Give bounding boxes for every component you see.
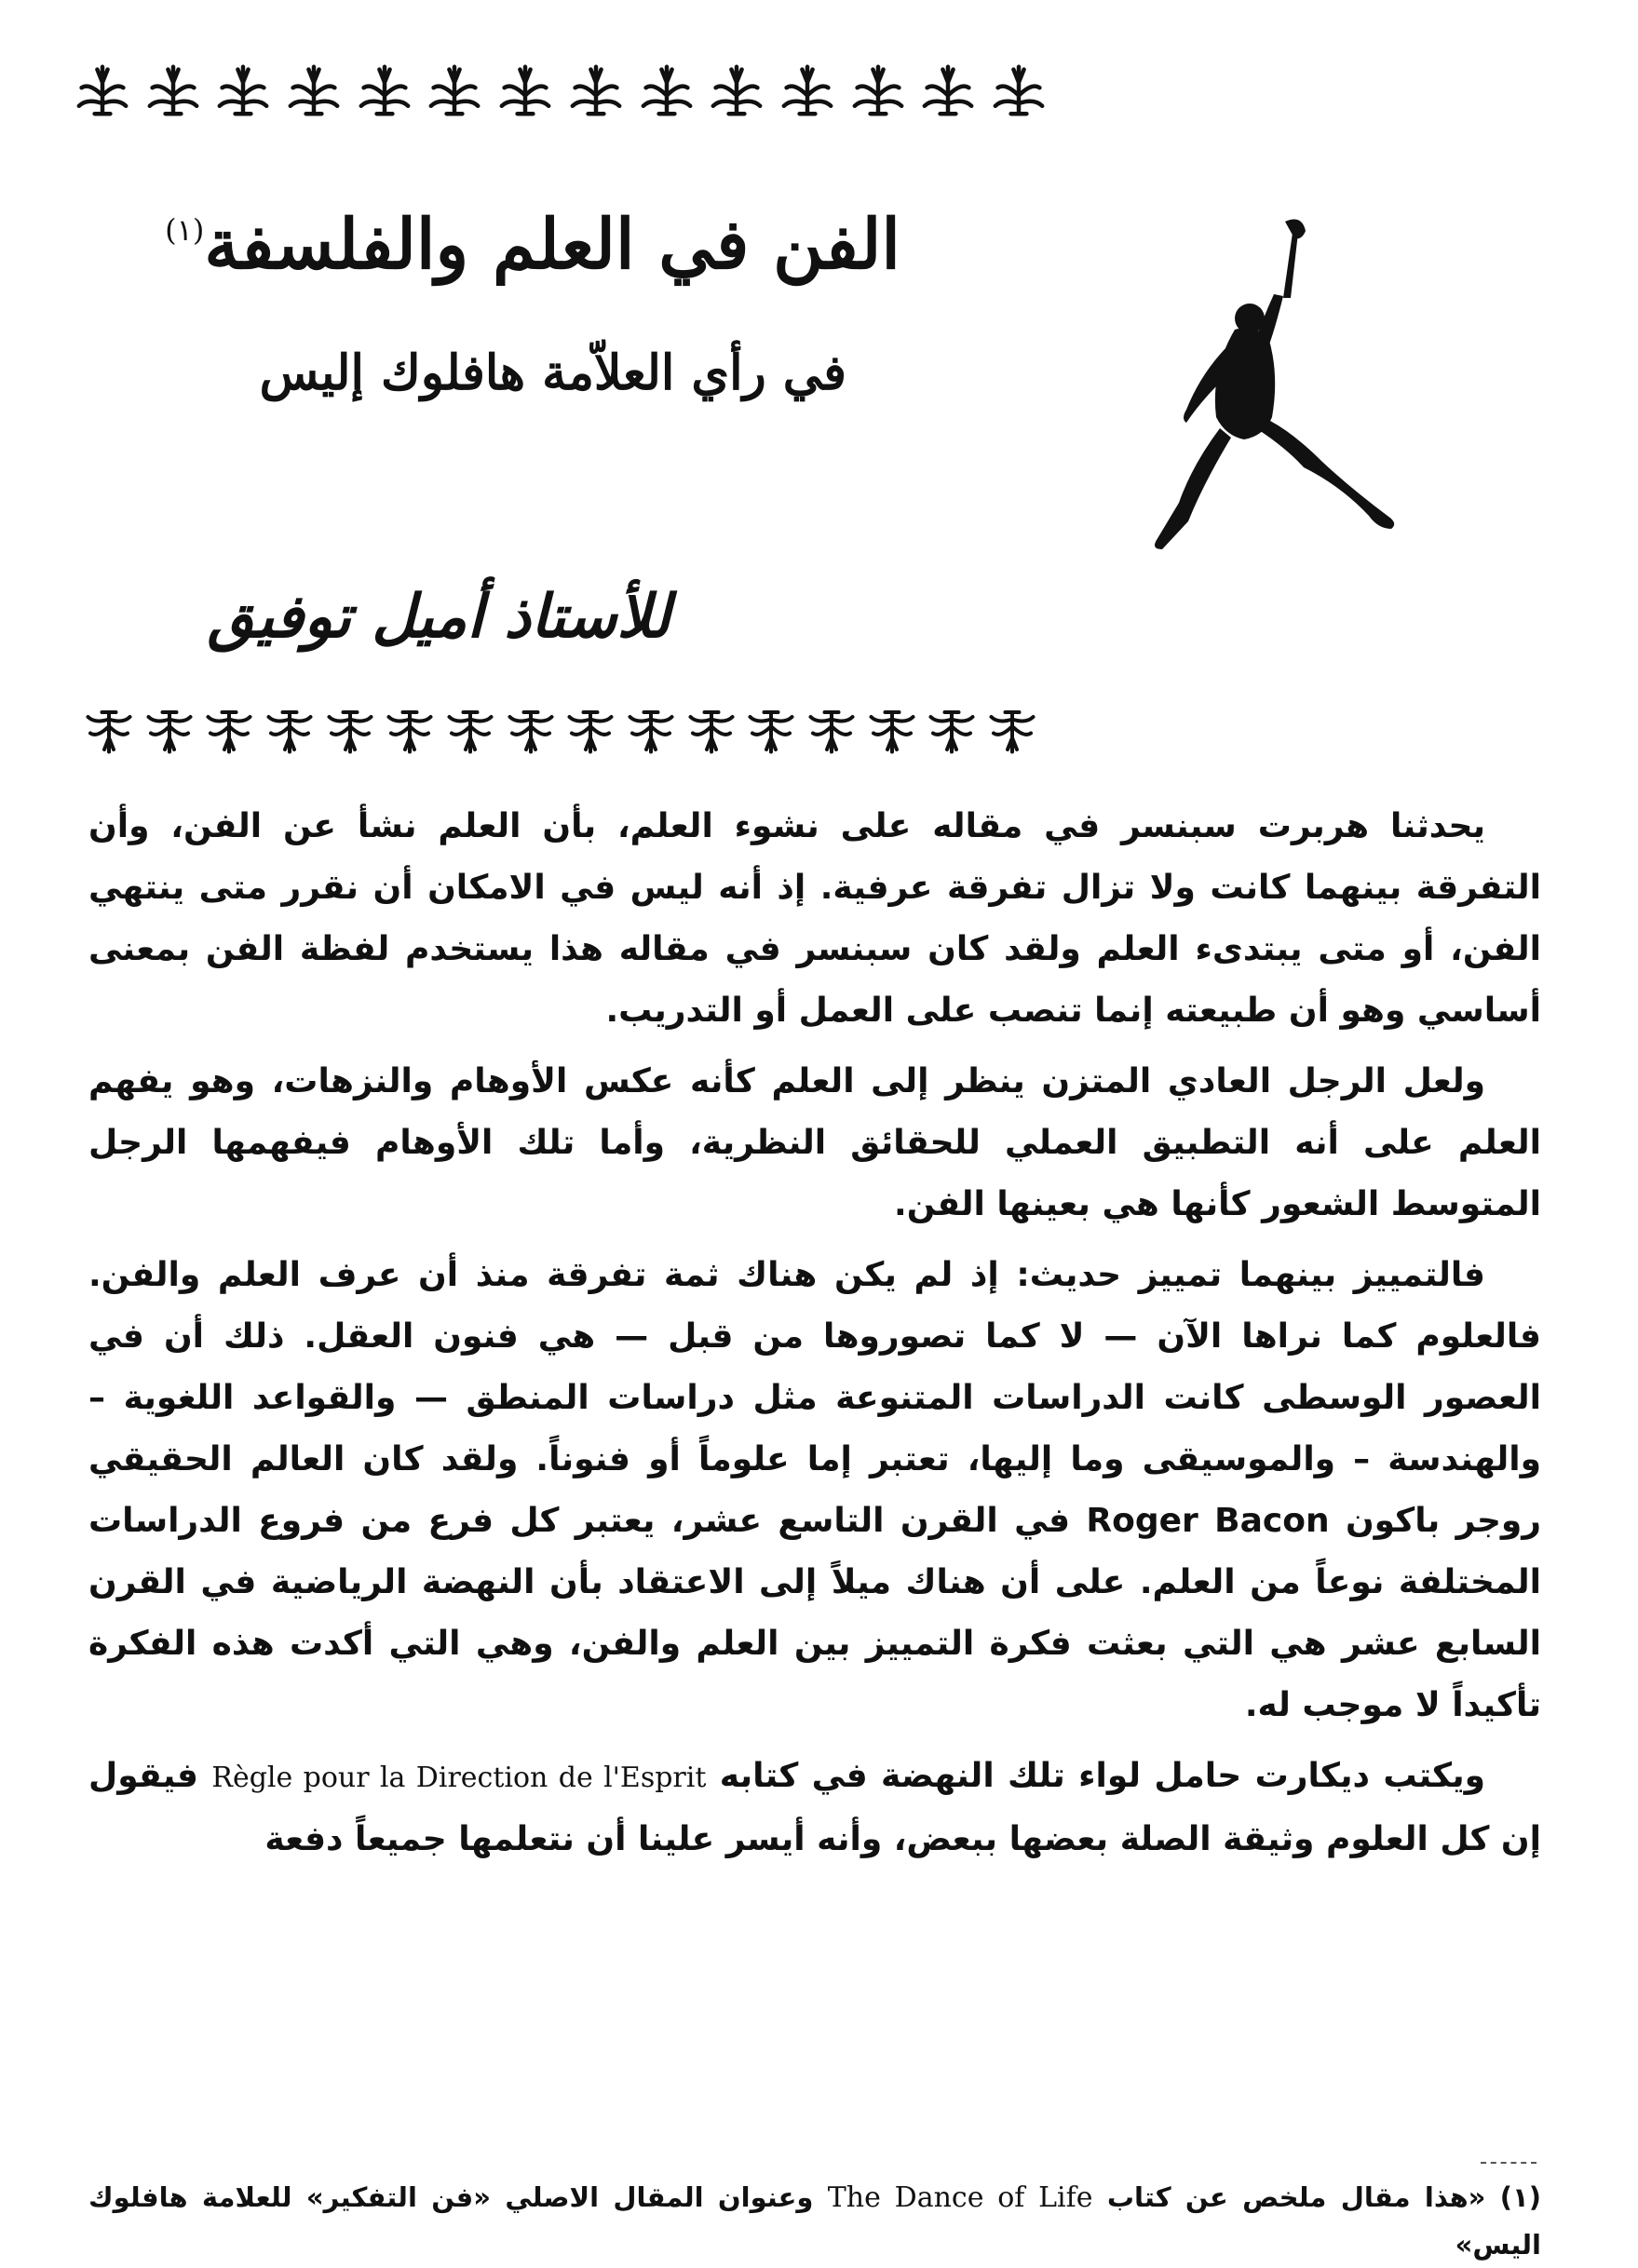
plant-ornament-icon	[359, 64, 411, 116]
plant-ornament-icon	[386, 708, 433, 754]
plant-ornament-icon	[628, 708, 674, 754]
plant-ornament-icon	[928, 708, 975, 754]
paragraph-4	[88, 1746, 1541, 1870]
plant-ornament-icon	[993, 64, 1045, 116]
plant-ornament-icon	[76, 64, 129, 116]
plant-ornament-icon	[146, 708, 193, 754]
plant-ornament-icon	[570, 64, 622, 116]
footnote	[88, 2174, 1541, 2268]
plant-ornament-icon	[781, 64, 833, 116]
footnote-book-title: The Dance of Life	[827, 2181, 1093, 2214]
plant-ornament-icon	[266, 708, 313, 754]
author-byline: للأستاذ أميل توفيق	[207, 582, 670, 652]
article-subtitle: في رأي العلاّمة هافلوك إليس	[259, 344, 846, 401]
plant-ornament-icon	[86, 708, 132, 754]
plant-ornament-icon	[922, 64, 974, 116]
plant-ornament-icon	[508, 708, 554, 754]
footnote-text-before: «هذا مقال ملخص عن كتاب	[1106, 2181, 1486, 2213]
footnote-marker: (١)	[1499, 2181, 1541, 2213]
paragraph-1: يحدثنا هربرت سبنسر في مقاله على نشوء العلم، بأن العلم نشأ عن الفن، وأن التفرقة بينهما كانت ولا تزال تفرقة عرفية. إذ أنه ليس في الامكان أن نقرر متى ينتهي الفن، أو متى يبتدىء العلم ولقد كان سبنسر في مقاله هذا يستخدم لفظة الفن بمعنى أساسي وهو أن طبيعته إنما تنصب على العمل أو التدريب.	[88, 807, 1541, 1030]
plant-ornament-icon	[447, 708, 494, 754]
footnote-divider	[1481, 2162, 1536, 2164]
paragraph-4-intro: ويكتب ديكارت حامل لواء تلك النهضة في كتابه	[719, 1757, 1485, 1795]
plant-ornament-icon	[711, 64, 763, 116]
plant-ornament-icon	[869, 708, 915, 754]
plant-ornament-icon	[989, 708, 1036, 754]
plant-ornament-icon	[217, 64, 269, 116]
article-title	[165, 205, 900, 285]
plant-ornament-icon	[206, 708, 252, 754]
plant-ornament-icon	[748, 708, 794, 754]
plant-ornament-icon	[567, 708, 614, 754]
title-footnote-marker: (١)	[165, 212, 205, 248]
plant-ornament-icon	[288, 64, 340, 116]
plant-ornament-icon	[808, 708, 855, 754]
top-ornament-row	[76, 58, 1045, 123]
plant-ornament-icon	[327, 708, 373, 754]
footnote-text-after: وعنوان المقال الاصلي «فن التفكير» للعلامة هافلوك اليس»	[88, 2181, 1541, 2261]
plant-ornament-icon	[428, 64, 481, 116]
plant-ornament-icon	[852, 64, 904, 116]
running-torchbearer-silhouette	[1145, 214, 1397, 568]
plant-ornament-icon	[688, 708, 735, 754]
book-title-latin: Règle pour la Direction de l'Esprit	[211, 1762, 707, 1794]
plant-ornament-icon	[147, 64, 199, 116]
paragraph-2: ولعل الرجل العادي المتزن ينظر إلى العلم كأنه عكس الأوهام والنزهات، وهو يفهم العلم على أنه التطبيق العملي للحقائق النظرية، وأما تلك الأوهام فيفهمها الرجل المتوسط الشعور كأنها هي بعينها الفن.	[88, 1062, 1541, 1223]
mid-ornament-row	[86, 703, 1036, 759]
article-body	[88, 796, 1541, 1880]
paragraph-3: فالتمييز بينهما تمييز حديث: إذ لم يكن هناك ثمة تفرقة منذ أن عرف العلم والفن. فالعلوم كما نراها الآن — لا كما تصوروها من قبل — هي فنون العقل. ذلك أن في العصور الوسطى كانت الدراسات المتنوعة مثل دراسات المنطق — والقواعد اللغوية – والهندسة – والموسيقى وما إليها، تعتبر إما علوماً أو فنوناً. ولقد كان العالم الحقيقي روجر باكون Roger Bacon في القرن التاسع عشر، يعتبر كل فرع من فروع الدراسات المختلفة نوعاً من العلم. على أن هناك ميلاً إلى الاعتقاد بأن النهضة الرياضية في القرن السابع عشر هي التي بعثت فكرة التمييز بين العلم والفن، وهي التي أكدت هذه الفكرة تأكيداً لا موجب له.	[88, 1256, 1542, 1724]
plant-ornament-icon	[641, 64, 693, 116]
paragraph-4-rest: فيقول إن كل العلوم وثيقة الصلة بعضها ببعض، وأنه أيسر علينا أن نتعلمها جميعاً دفعة	[88, 1757, 1541, 1858]
plant-ornament-icon	[499, 64, 551, 116]
title-text: الفن في العلم والفلسفة	[204, 205, 900, 285]
